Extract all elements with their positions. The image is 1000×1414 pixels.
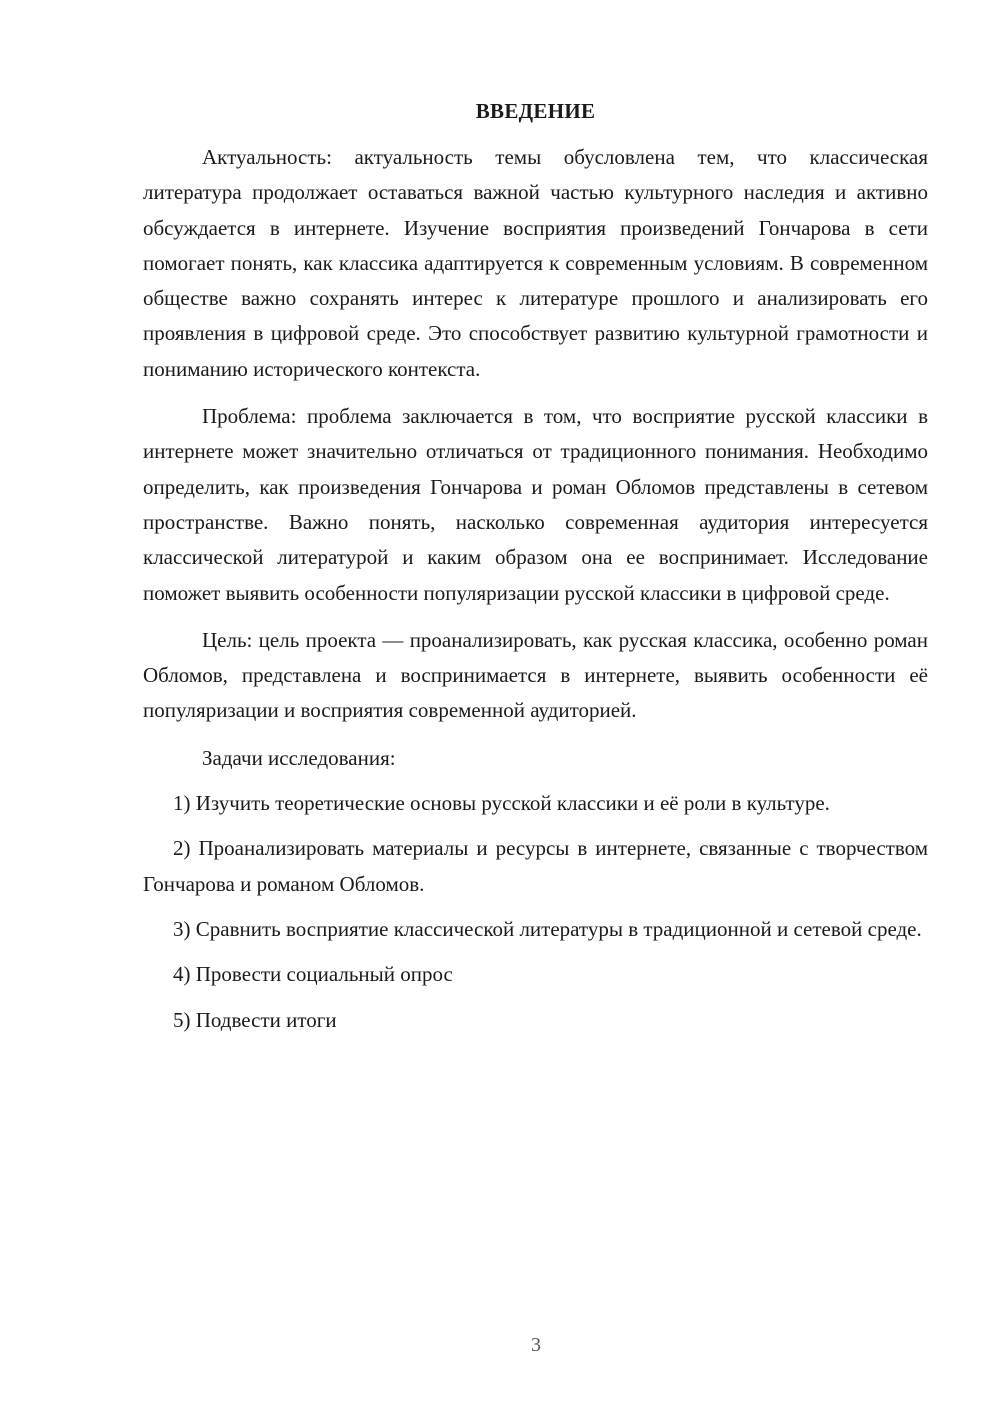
- page-number: 3: [531, 1334, 541, 1356]
- tasks-list: [143, 786, 928, 1038]
- tasks-heading: Задачи исследования:: [202, 745, 396, 770]
- paragraph-goal: Цель: цель проекта — проанализировать, как русская классика, особенно роман Обломов, представлена и воспринимается в интернете, выявить особенности её популяризации и восприятия современной аудиторией.: [143, 627, 928, 723]
- paragraph-relevance: Актуальность: актуальность темы обусловлена тем, что классическая литература продолжает оставаться важной частью культурного наследия и активно обсуждается в интернете. Изучение восприятия произведений Гончарова в сети помогает понять, как классика адаптируется к современным условиям. В современном обществе важно сохранять интерес к литературе прошлого и анализировать его проявления в цифровой среде. Это способствует развитию культурной грамотности и пониманию исторического контекста.: [143, 145, 928, 381]
- task-item: 2) Проанализировать материалы и ресурсы в интернете, связанные с творчеством Гончарова и романом Обломов.: [143, 836, 928, 896]
- paragraph-problem: Проблема: проблема заключается в том, что восприятие русской классики в интернете может значительно отличаться от традиционного понимания. Необходимо определить, как произведения Гончарова и роман Обломов представлены в сетевом пространстве. Важно понять, насколько современная аудитория интересуется классической литературой и каким образом она ее воспринимает. Исследование поможет выявить особенности популяризации русской классики в цифровой среде.: [143, 404, 928, 605]
- task-item: 4) Провести социальный опрос: [173, 962, 453, 987]
- task-item: 5) Подвести итоги: [173, 1007, 337, 1032]
- task-item: 1) Изучить теоретические основы русской классики и её роли в культуре.: [173, 791, 830, 816]
- page-content: [143, 96, 928, 1048]
- task-item: 3) Сравнить восприятие классической литературы в традиционной и сетевой среде.: [173, 916, 922, 941]
- section-title: ВВЕДЕНИЕ: [475, 99, 596, 123]
